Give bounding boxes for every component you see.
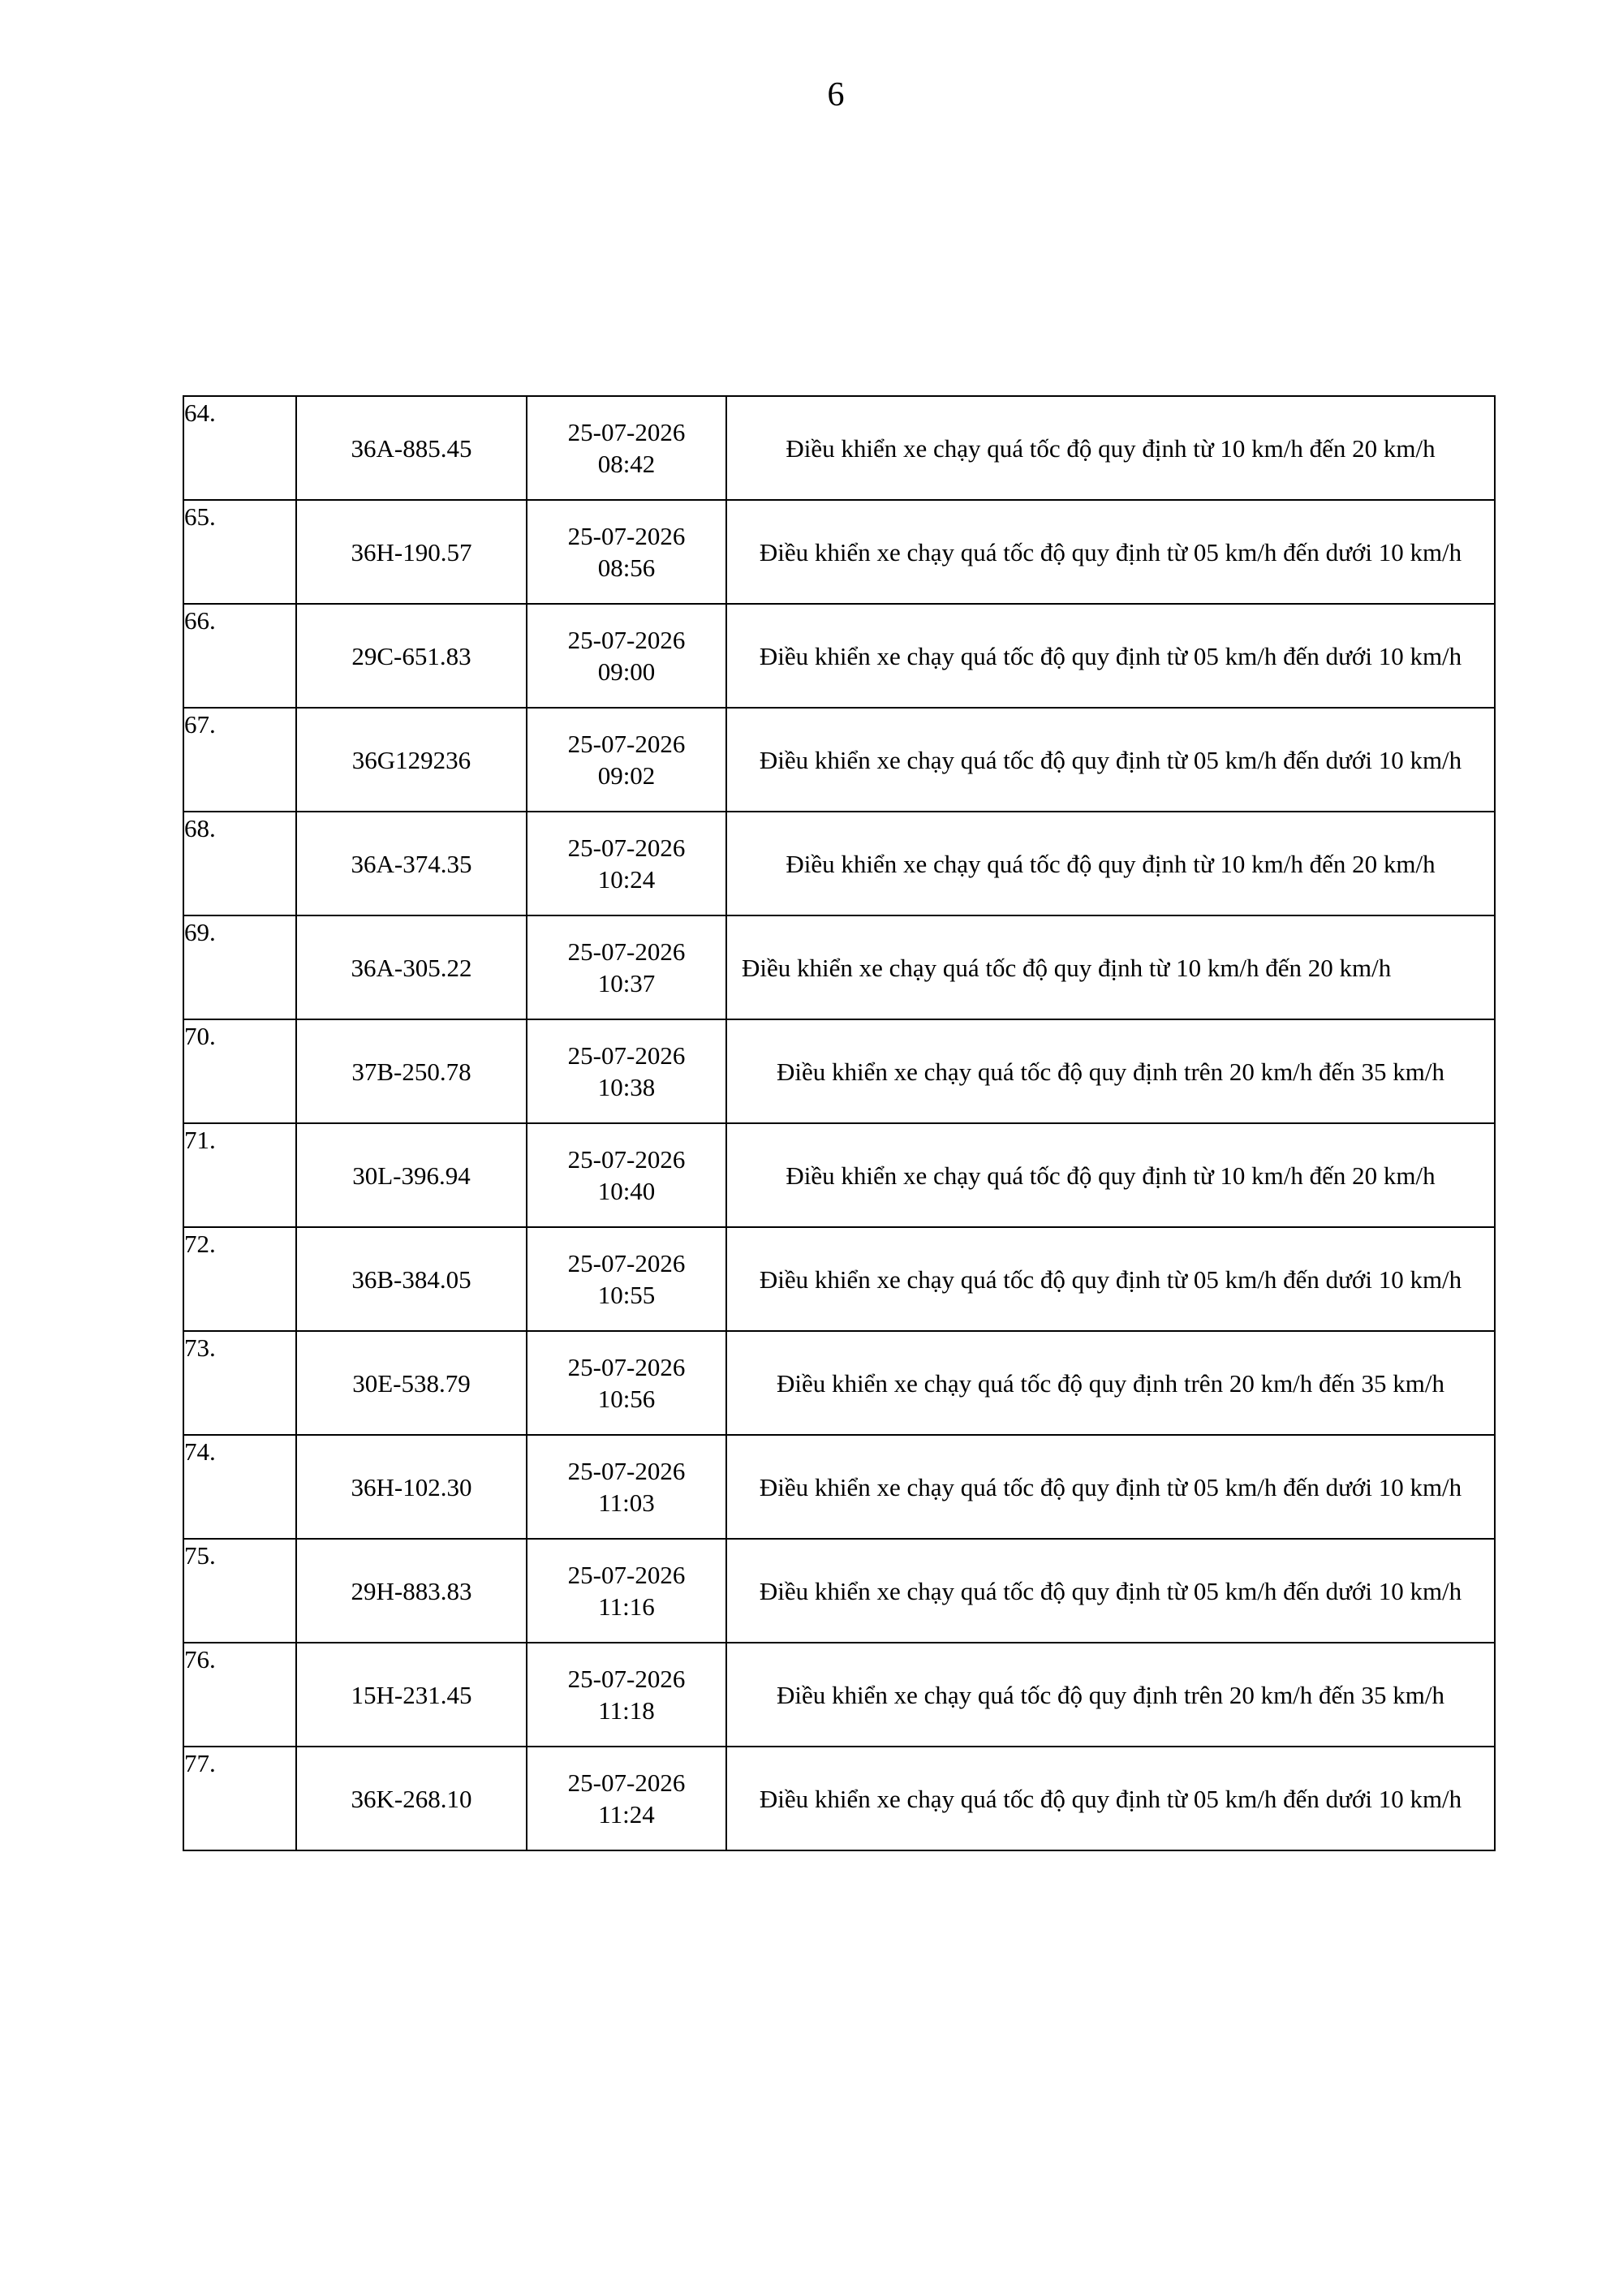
table-row	[183, 1331, 1495, 1435]
violation-time: 11:24	[598, 1800, 655, 1829]
violation-description: Điều khiển xe chạy quá tốc độ quy định từ 05 km/h đến dưới 10 km/h	[726, 1227, 1495, 1331]
table-row	[183, 1539, 1495, 1643]
row-number: 66.	[183, 604, 296, 708]
row-number: 76.	[183, 1643, 296, 1747]
violation-date: 25-07-2026	[567, 834, 686, 862]
violation-description: Điều khiển xe chạy quá tốc độ quy định trên 20 km/h đến 35 km/h	[726, 1331, 1495, 1435]
violation-date: 25-07-2026	[567, 418, 686, 446]
violation-description: Điều khiển xe chạy quá tốc độ quy định trên 20 km/h đến 35 km/h	[726, 1643, 1495, 1747]
violation-date: 25-07-2026	[567, 1457, 686, 1485]
violation-description: Điều khiển xe chạy quá tốc độ quy định từ 05 km/h đến dưới 10 km/h	[726, 1539, 1495, 1643]
violation-datetime	[527, 1123, 726, 1227]
page-number: 6	[827, 76, 845, 114]
license-plate: 15H-231.45	[296, 1643, 527, 1747]
table-row	[183, 604, 1495, 708]
violation-time: 10:56	[597, 1385, 656, 1413]
violation-datetime	[527, 1435, 726, 1539]
license-plate: 36A-374.35	[296, 812, 527, 915]
license-plate: 29H-883.83	[296, 1539, 527, 1643]
license-plate: 29C-651.83	[296, 604, 527, 708]
violation-description: Điều khiển xe chạy quá tốc độ quy định từ 05 km/h đến dưới 10 km/h	[726, 604, 1495, 708]
license-plate: 36H-190.57	[296, 500, 527, 604]
violation-date: 25-07-2026	[567, 1665, 686, 1693]
license-plate: 36A-305.22	[296, 915, 527, 1019]
license-plate: 36B-384.05	[296, 1227, 527, 1331]
license-plate: 36A-885.45	[296, 396, 527, 500]
violation-datetime	[527, 1331, 726, 1435]
violation-date: 25-07-2026	[567, 730, 686, 758]
violation-description: Điều khiển xe chạy quá tốc độ quy định từ 10 km/h đến 20 km/h	[726, 812, 1495, 915]
table-row	[183, 396, 1495, 500]
table-row	[183, 1227, 1495, 1331]
violation-description: Điều khiển xe chạy quá tốc độ quy định từ 10 km/h đến 20 km/h	[726, 1123, 1495, 1227]
license-plate: 36H-102.30	[296, 1435, 527, 1539]
license-plate: 30L-396.94	[296, 1123, 527, 1227]
violation-date: 25-07-2026	[567, 522, 686, 550]
table-row	[183, 1435, 1495, 1539]
row-number: 72.	[183, 1227, 296, 1331]
violation-time: 08:56	[597, 554, 656, 582]
row-number: 65.	[183, 500, 296, 604]
violation-date: 25-07-2026	[567, 1249, 686, 1277]
violation-description: Điều khiển xe chạy quá tốc độ quy định từ 05 km/h đến dưới 10 km/h	[726, 708, 1495, 812]
table-row	[183, 1019, 1495, 1123]
row-number: 73.	[183, 1331, 296, 1435]
license-plate: 37B-250.78	[296, 1019, 527, 1123]
table-row	[183, 1123, 1495, 1227]
violation-time: 10:55	[597, 1281, 656, 1309]
row-number: 69.	[183, 915, 296, 1019]
violation-date: 25-07-2026	[567, 1041, 686, 1070]
table-row	[183, 812, 1495, 915]
license-plate: 30E-538.79	[296, 1331, 527, 1435]
violation-date: 25-07-2026	[567, 1768, 686, 1797]
row-number: 64.	[183, 396, 296, 500]
violation-date: 25-07-2026	[567, 1353, 686, 1381]
table-row	[183, 500, 1495, 604]
row-number: 70.	[183, 1019, 296, 1123]
violation-datetime	[527, 1019, 726, 1123]
table-row	[183, 1643, 1495, 1747]
violation-time: 09:00	[597, 657, 656, 686]
violation-description: Điều khiển xe chạy quá tốc độ quy định từ 05 km/h đến dưới 10 km/h	[726, 500, 1495, 604]
violation-time: 08:42	[597, 450, 656, 478]
violation-datetime	[527, 1643, 726, 1747]
violation-datetime	[527, 500, 726, 604]
violation-time: 10:24	[597, 865, 656, 894]
violation-description: Điều khiển xe chạy quá tốc độ quy định trên 20 km/h đến 35 km/h	[726, 1019, 1495, 1123]
table-row	[183, 915, 1495, 1019]
license-plate: 36G129236	[296, 708, 527, 812]
violation-datetime	[527, 396, 726, 500]
violation-datetime	[527, 812, 726, 915]
violation-time: 09:02	[597, 761, 656, 790]
violation-datetime	[527, 1227, 726, 1331]
violation-description: Điều khiển xe chạy quá tốc độ quy định từ 10 km/h đến 20 km/h	[726, 396, 1495, 500]
license-plate: 36K-268.10	[296, 1747, 527, 1850]
violation-datetime	[527, 708, 726, 812]
violation-description: Điều khiển xe chạy quá tốc độ quy định từ 05 km/h đến dưới 10 km/h	[726, 1747, 1495, 1850]
row-number: 67.	[183, 708, 296, 812]
violation-time: 10:40	[597, 1177, 656, 1205]
violation-date: 25-07-2026	[567, 937, 686, 966]
violations-table	[183, 395, 1496, 1851]
violation-time: 11:03	[598, 1488, 655, 1517]
violation-datetime	[527, 604, 726, 708]
violation-date: 25-07-2026	[567, 1561, 686, 1589]
violation-time: 10:38	[597, 1073, 656, 1101]
violation-date: 25-07-2026	[567, 1145, 686, 1174]
violation-datetime	[527, 1747, 726, 1850]
row-number: 77.	[183, 1747, 296, 1850]
row-number: 75.	[183, 1539, 296, 1643]
violation-time: 11:16	[598, 1592, 655, 1621]
row-number: 68.	[183, 812, 296, 915]
violation-description: Điều khiển xe chạy quá tốc độ quy định từ 10 km/h đến 20 km/h	[726, 915, 1495, 1019]
row-number: 74.	[183, 1435, 296, 1539]
violation-time: 11:18	[598, 1696, 655, 1725]
violation-datetime	[527, 1539, 726, 1643]
table-row	[183, 1747, 1495, 1850]
violation-datetime	[527, 915, 726, 1019]
row-number: 71.	[183, 1123, 296, 1227]
violation-description: Điều khiển xe chạy quá tốc độ quy định từ 05 km/h đến dưới 10 km/h	[726, 1435, 1495, 1539]
violation-time: 10:37	[597, 969, 656, 997]
violation-date: 25-07-2026	[567, 626, 686, 654]
table-row	[183, 708, 1495, 812]
